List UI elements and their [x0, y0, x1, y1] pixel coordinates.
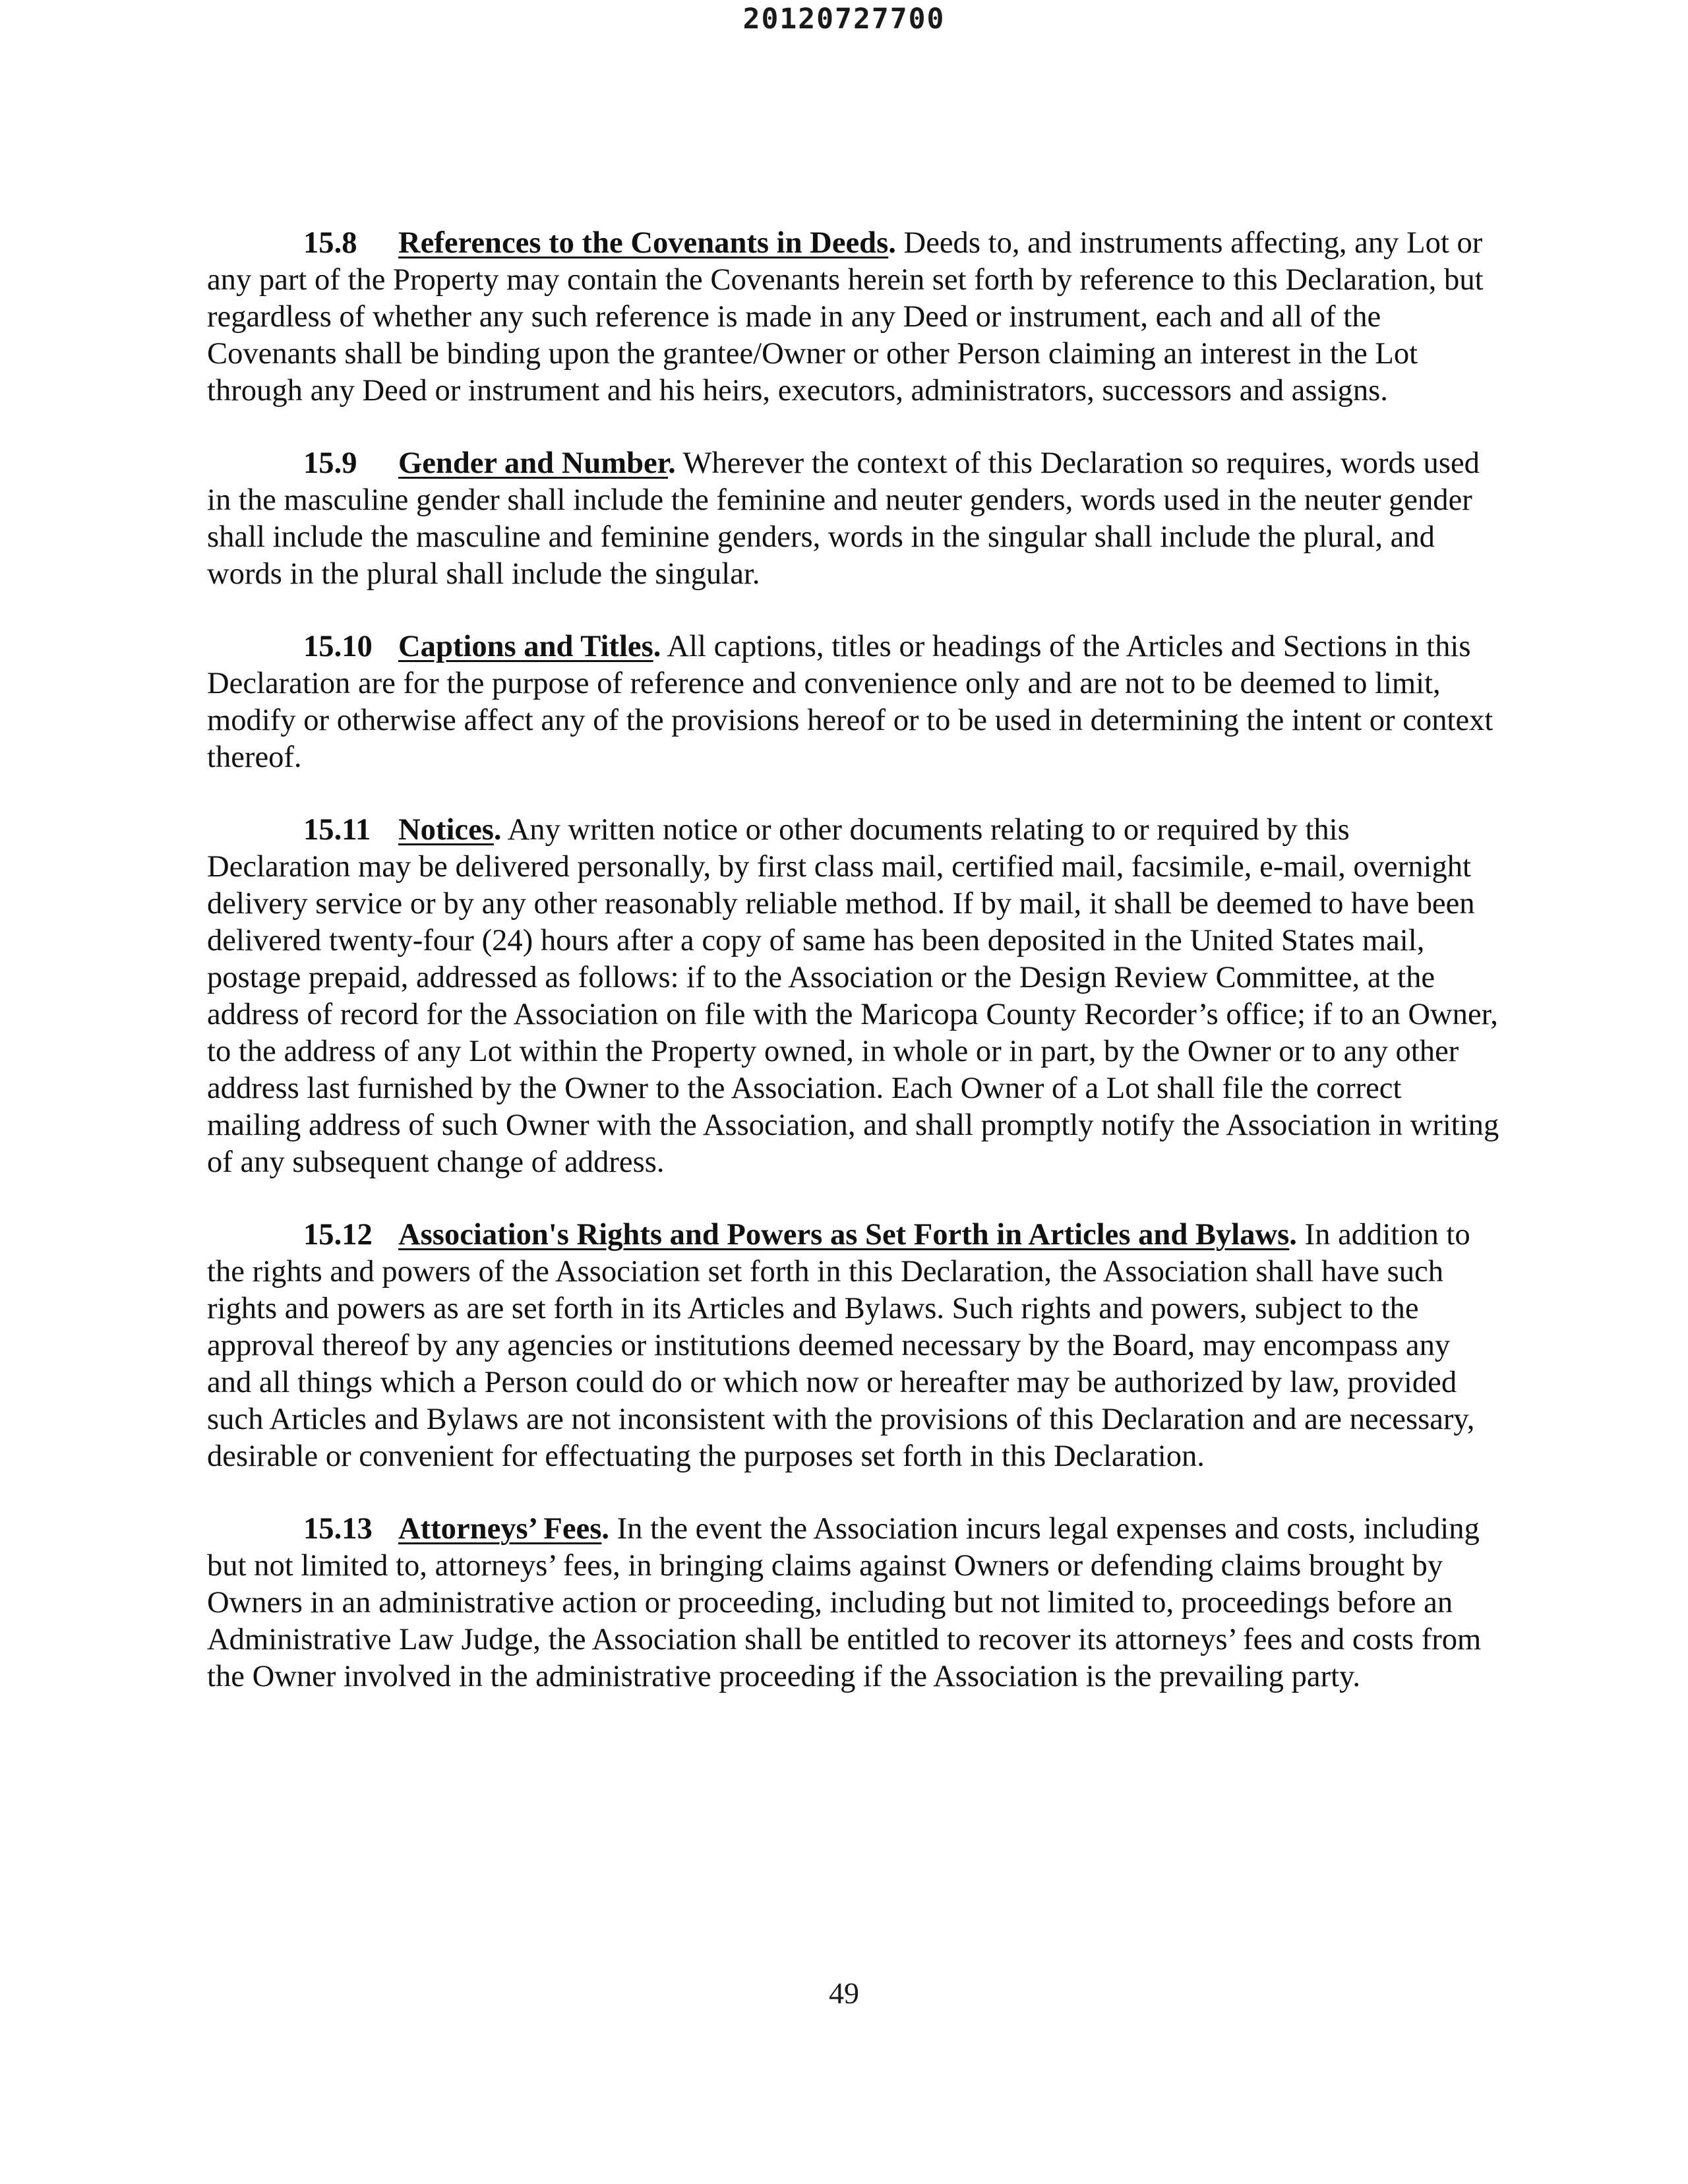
section-15-13: [207, 1510, 1499, 1695]
section-15-12: [207, 1216, 1499, 1474]
section-15-8: [207, 224, 1499, 409]
section-text: In addition to the rights and powers of the Association set forth in this Declaration, the Association shall have such rights and powers as are set forth in its Articles and Bylaws. Such rights and powers, subject to the approval thereof by any agencies or institutions deemed necessary by the Board, may encompass any and all things which a Person could do or which now or hereafter may be authorized by law, provided such Articles and Bylaws are not inconsistent with the provisions of this Declaration and are necessary, desirable or convenient for effectuating the purposes set forth in this Declaration.: [207, 1217, 1475, 1473]
section-title: References to the Covenants in Deeds: [398, 226, 889, 260]
section-text: Wherever the context of this Declaration so requires, words used in the masculine gender shall include the feminine and neuter genders, words used in the neuter gender shall include the masculine and feminine genders, words in the singular shall include the plural, and words in the plural shall include the singular.: [207, 446, 1480, 591]
section-paragraph: 15.11 Notices. Any written notice or other documents relating to or required by this Declaration may be delivered personally, by first class mail, certified mail, facsimile, e-mail, overnight delivery service or by any other reasonably reliable method. If by mail, it shall be deemed to have been delivered twenty-four (24) hours after a copy of same has been deposited in the United States mail, postage prepaid, addressed as follows: if to the Association or the Design Review Committee, at the address of record for the Association on file with the Maricopa County Recorder’s office; if to an Owner, to the address of any Lot within the Property owned, in whole or in part, by the Owner or to any other address last furnished by the Owner to the Association. Each Owner of a Lot shall file the correct mailing address of such Owner with the Association, and shall promptly notify the Association in writing of any subsequent change of address.: [207, 812, 1499, 1179]
section-title: Association's Rights and Powers as Set Forth in Articles and Bylaws: [398, 1217, 1290, 1252]
section-number: 15.12: [303, 1217, 373, 1252]
section-title: Captions and Titles: [398, 629, 653, 663]
section-number: 15.8: [303, 226, 357, 260]
section-title: Attorneys’ Fees: [398, 1511, 602, 1546]
section-paragraph: 15.10 Captions and Titles. All captions, titles or headings of the Articles and Sections in this Declaration are for the purpose of reference and convenience only and are not to be deemed to limit, modify or otherwise affect any of the provisions hereof or to be used in determining the intent or context thereof.: [207, 629, 1493, 774]
section-paragraph: 15.8 References to the Covenants in Deeds. Deeds to, and instruments affecting, any Lot or any part of the Property may contain the Covenants herein set forth by reference to this Declaration, but regardless of whether any such reference is made in any Deed or instrument, each and all of the Covenants shall be binding upon the grantee/Owner or other Person claiming an interest in the Lot through any Deed or instrument and his heirs, executors, administrators, successors and assigns.: [207, 226, 1484, 408]
section-number: 15.9: [303, 446, 357, 480]
section-paragraph: 15.9 Gender and Number. Wherever the context of this Declaration so requires, words used in the masculine gender shall include the feminine and neuter genders, words used in the neuter gender shall include the masculine and feminine genders, words in the singular shall include the plural, and words in the plural shall include the singular.: [207, 446, 1480, 591]
section-15-10: [207, 628, 1499, 775]
section-text: In the event the Association incurs legal expenses and costs, including but not limited to, attorneys’ fees, in bringing claims against Owners or defending claims brought by Owners in an administrative action or proceeding, including but not limited to, proceedings before an Administrative Law Judge, the Association shall be entitled to recover its attorneys’ fees and costs from the Owner involved in the administrative proceeding if the Association is the prevailing party.: [207, 1511, 1482, 1693]
section-number: 15.13: [303, 1511, 373, 1546]
section-number: 15.11: [303, 812, 371, 847]
section-paragraph: 15.13 Attorneys’ Fees. In the event the Association incurs legal expenses and costs, including but not limited to, attorneys’ fees, in bringing claims against Owners or defending claims brought by Owners in an administrative action or proceeding, including but not limited to, proceedings before an Administrative Law Judge, the Association shall be entitled to recover its attorneys’ fees and costs from the Owner involved in the administrative proceeding if the Association is the prevailing party.: [207, 1511, 1482, 1693]
section-text: Deeds to, and instruments affecting, any Lot or any part of the Property may contain the Covenants herein set forth by reference to this Declaration, but regardless of whether any such reference is made in any Deed or instrument, each and all of the Covenants shall be binding upon the grantee/Owner or other Person claiming an interest in the Lot through any Deed or instrument and his heirs, executors, administrators, successors and assigns.: [207, 226, 1484, 408]
section-number: 15.10: [303, 629, 373, 663]
document-number: 20120727700: [742, 3, 946, 36]
section-title: Gender and Number: [398, 446, 669, 480]
page-number: 49: [829, 1976, 859, 2010]
section-15-11: [207, 811, 1499, 1180]
section-text: Any written notice or other documents relating to or required by this Declaration may be delivered personally, by first class mail, certified mail, facsimile, e-mail, overnight delivery service or by any other reasonably reliable method. If by mail, it shall be deemed to have been delivered twenty-four (24) hours after a copy of same has been deposited in the United States mail, postage prepaid, addressed as follows: if to the Association or the Design Review Committee, at the address of record for the Association on file with the Maricopa County Recorder’s office; if to an Owner, to the address of any Lot within the Property owned, in whole or in part, by the Owner or to any other address last furnished by the Owner to the Association. Each Owner of a Lot shall file the correct mailing address of such Owner with the Association, and shall promptly notify the Association in writing of any subsequent change of address.: [207, 812, 1499, 1179]
section-15-9: [207, 444, 1499, 592]
section-paragraph: 15.12 Association's Rights and Powers as Set Forth in Articles and Bylaws. In addition to the rights and powers of the Association set forth in this Declaration, the Association shall have such rights and powers as are set forth in its Articles and Bylaws. Such rights and powers, subject to the approval thereof by any agencies or institutions deemed necessary by the Board, may encompass any and all things which a Person could do or which now or hereafter may be authorized by law, provided such Articles and Bylaws are not inconsistent with the provisions of this Declaration and are necessary, desirable or convenient for effectuating the purposes set forth in this Declaration.: [207, 1217, 1475, 1473]
document-body: [207, 224, 1499, 1695]
section-text: All captions, titles or headings of the Articles and Sections in this Declaration are for the purpose of reference and convenience only and are not to be deemed to limit, modify or otherwise affect any of the provisions hereof or to be used in determining the intent or context thereof.: [207, 629, 1493, 774]
section-title: Notices: [398, 812, 494, 847]
